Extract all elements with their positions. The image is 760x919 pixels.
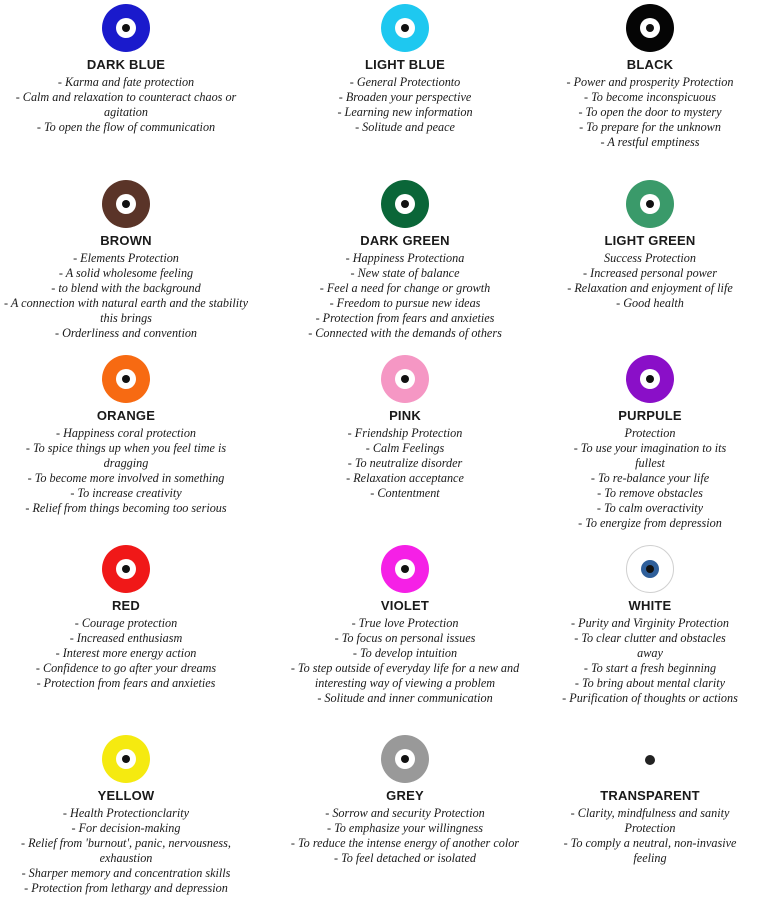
meaning-line: - Friendship Protection (347, 426, 463, 440)
meaning-line: - Broaden your perspective (338, 90, 472, 104)
meaning-list (2, 251, 250, 341)
meaning-line: - Relaxation and enjoyment of life (567, 281, 733, 295)
meaning-line: - General Protectionto (349, 75, 461, 89)
eye-pupil (401, 565, 409, 573)
meaning-list (560, 616, 740, 706)
meaning-line: - To increase creativity (70, 486, 182, 500)
color-entry (560, 355, 740, 535)
meaning-line: - Power and prosperity Protection (566, 75, 734, 89)
meaning-list (560, 251, 740, 311)
meaning-line: - To emphasize your willingness (327, 821, 483, 835)
eye-pupil (122, 200, 130, 208)
meaning-list (560, 806, 740, 866)
color-title: PURPULE (618, 408, 682, 423)
meaning-line: - Protection from lethargy and depression (24, 881, 228, 895)
color-entry (270, 735, 540, 915)
color-title: VIOLET (380, 598, 430, 613)
meaning-line: - Clarity, mindfulness and sanity Protection (570, 806, 730, 835)
eye-pupil (646, 24, 654, 32)
meaning-list (2, 426, 250, 516)
meaning-line: - Purity and Virginity Protection (571, 616, 729, 630)
meaning-list (270, 251, 540, 341)
meaning-line: - Contentment (370, 486, 440, 500)
color-title: ORANGE (96, 408, 156, 423)
meaning-line: - To focus on personal issues (334, 631, 476, 645)
evil-eye-icon (102, 355, 150, 403)
meaning-list (2, 806, 250, 896)
meaning-line: - A solid wholesome feeling (58, 266, 194, 280)
evil-eye-icon (626, 180, 674, 228)
evil-eye-icon (626, 355, 674, 403)
meaning-line: - To energize from depression (578, 516, 722, 530)
eye-pupil (646, 200, 654, 208)
eye-pupil (401, 375, 409, 383)
color-entry (2, 735, 250, 915)
meaning-line: - Health Protectionclarity (62, 806, 190, 820)
meaning-list (560, 75, 740, 150)
meaning-line: - Relaxation acceptance (346, 471, 464, 485)
color-entry (270, 545, 540, 725)
meaning-line: - To step outside of everyday life for a new and interesting way of viewing a problem (290, 661, 520, 690)
evil-eye-icon (102, 4, 150, 52)
evil-eye-icon (102, 180, 150, 228)
meaning-line: - To spice things up when you feel time is dragging (25, 441, 227, 470)
meaning-line: - To calm overactivity (596, 501, 704, 515)
evil-eye-icon (381, 545, 429, 593)
color-entry (2, 545, 250, 725)
meaning-list (270, 806, 540, 866)
meaning-line: - Solitude and inner communication (317, 691, 493, 705)
color-entry (560, 4, 740, 184)
meaning-line: - To feel detached or isolated (333, 851, 477, 865)
meaning-line: - To reduce the intense energy of another color (290, 836, 520, 850)
color-entry (270, 4, 540, 184)
meaning-line: - Elements Protection (73, 251, 179, 265)
meaning-line: - Protection from fears and anxieties (36, 676, 216, 690)
meaning-line: - To open the door to mystery (578, 105, 722, 119)
evil-eye-icon (102, 545, 150, 593)
evil-eye-icon (381, 180, 429, 228)
meaning-line: - Increased enthusiasm (69, 631, 183, 645)
eye-pupil (122, 24, 130, 32)
color-entry (270, 180, 540, 360)
color-entry (2, 355, 250, 535)
evil-eye-icon (102, 735, 150, 783)
meaning-line: - Solitude and peace (355, 120, 455, 134)
color-title: BROWN (100, 233, 152, 248)
color-title: DARK BLUE (86, 57, 166, 72)
meaning-line: - To prepare for the unknown (579, 120, 721, 134)
meaning-line: - To bring about mental clarity (574, 676, 726, 690)
color-entry (2, 4, 250, 184)
meaning-line: - Relief from things becoming too serious (25, 501, 227, 515)
meaning-line: - To use your imagination to its fullest (573, 441, 727, 470)
meaning-line: - Calm Feelings (365, 441, 445, 455)
meaning-line: - Courage protection (74, 616, 178, 630)
color-title: PINK (389, 408, 421, 423)
color-title: RED (111, 598, 141, 613)
meaning-line: - Sorrow and security Protection (325, 806, 485, 820)
color-title: BLACK (626, 57, 674, 72)
color-entry (560, 735, 740, 915)
meaning-line: - To clear clutter and obstacles away (574, 631, 726, 660)
meaning-line: - A restful emptiness (600, 135, 700, 149)
meaning-line: Success Protection (604, 251, 696, 265)
color-entry (2, 180, 250, 360)
color-title: TRANSPARENT (600, 788, 700, 803)
meaning-line: - New state of balance (350, 266, 460, 280)
meaning-list (270, 75, 540, 135)
eye-pupil (401, 200, 409, 208)
color-entry (560, 180, 740, 360)
color-title: LIGHT BLUE (365, 57, 445, 72)
meaning-line: - Sharper memory and concentration skills (21, 866, 231, 880)
color-entry (270, 355, 540, 535)
color-entry (560, 545, 740, 725)
color-title: YELLOW (97, 788, 155, 803)
evil-eye-icon (381, 4, 429, 52)
meaning-list (270, 616, 540, 706)
meaning-line: - To become inconspicuous (584, 90, 716, 104)
meaning-line: - Purification of thoughts or actions (562, 691, 738, 705)
evil-eye-icon (381, 735, 429, 783)
eye-pupil (401, 755, 409, 763)
eye-pupil (646, 565, 654, 573)
color-title: WHITE (628, 598, 672, 613)
meaning-list (2, 616, 250, 691)
meaning-line: - Relief from 'burnout', panic, nervousness, exhaustion (21, 836, 231, 865)
meaning-list (2, 75, 250, 135)
color-title: GREY (386, 788, 424, 803)
meaning-line: - Freedom to pursue new ideas (329, 296, 481, 310)
meaning-line: - To open the flow of communication (36, 120, 216, 134)
meaning-line: - To comply a neutral, non-invasive feeling (563, 836, 737, 865)
meaning-line: - Connected with the demands of others (308, 326, 502, 340)
meaning-line: - For decision-making (71, 821, 181, 835)
evil-eye-icon (645, 755, 655, 765)
color-title: LIGHT GREEN (604, 233, 696, 248)
eye-pupil (646, 375, 654, 383)
meaning-line: - To re-balance your life (590, 471, 710, 485)
meaning-list (560, 426, 740, 531)
meaning-list (270, 426, 540, 501)
meaning-line: - Learning new information (337, 105, 473, 119)
meaning-line: - Increased personal power (583, 266, 717, 280)
evil-eye-icon (381, 355, 429, 403)
meaning-line: - Happiness Protectiona (345, 251, 465, 265)
eye-pupil (401, 24, 409, 32)
meaning-line: - Calm and relaxation to counteract chaos or agitation (15, 90, 237, 119)
eye-pupil (122, 755, 130, 763)
meaning-line: - Karma and fate protection (57, 75, 195, 89)
meaning-line: - To develop intuition (352, 646, 458, 660)
meaning-line: - True love Protection (351, 616, 459, 630)
meaning-line: - Confidence to go after your dreams (35, 661, 217, 675)
meaning-line: - To neutralize disorder (347, 456, 463, 470)
meaning-line: - To start a fresh beginning (583, 661, 717, 675)
eye-pupil (122, 565, 130, 573)
eye-pupil (122, 375, 130, 383)
meaning-line: - To become more involved in something (27, 471, 225, 485)
meaning-line: - to blend with the background (51, 281, 201, 295)
meaning-line: - Orderliness and convention (54, 326, 198, 340)
meaning-line: - A connection with natural earth and the stability this brings (4, 296, 248, 325)
meaning-line: - Interest more energy action (55, 646, 197, 660)
evil-eye-icon (626, 545, 674, 593)
meaning-line: - Happiness coral protection (55, 426, 197, 440)
meaning-line: - Protection from fears and anxieties (315, 311, 495, 325)
color-title: DARK GREEN (360, 233, 450, 248)
meaning-line: - To remove obstacles (597, 486, 703, 500)
evil-eye-icon (626, 4, 674, 52)
meaning-line: Protection (624, 426, 676, 440)
meaning-line: - Good health (616, 296, 684, 310)
meaning-line: - Feel a need for change or growth (319, 281, 491, 295)
